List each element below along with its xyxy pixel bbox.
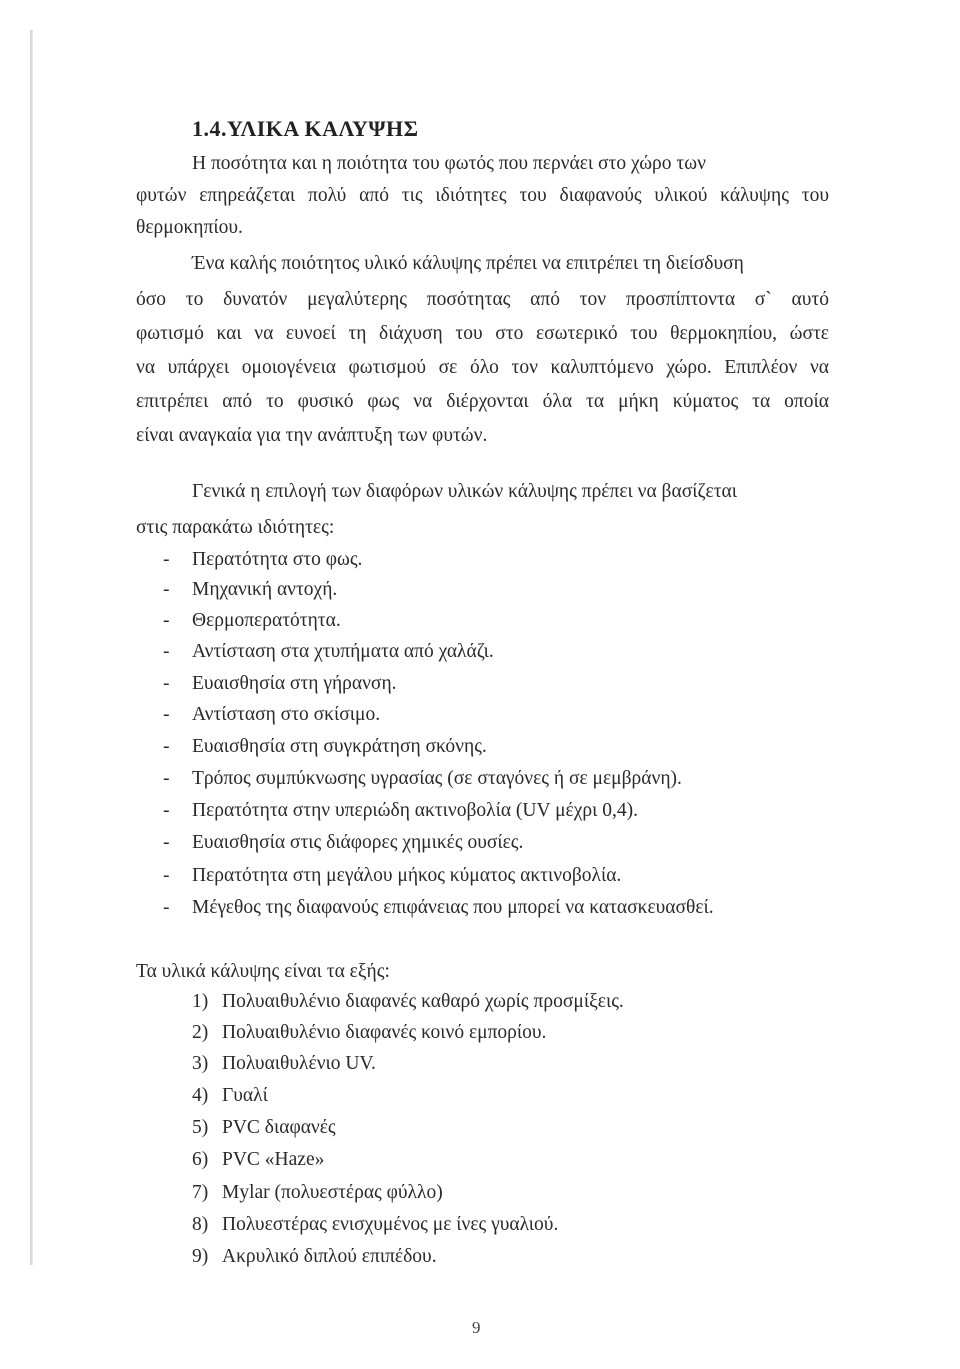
item-number: 5) (192, 1117, 209, 1138)
item-number: 6) (192, 1149, 209, 1170)
bullet-dash: - (163, 641, 170, 662)
item-text: Πολυαιθυλένιο UV. (222, 1053, 376, 1074)
paragraph2-line: φωτισμό και να ευνοεί τη διάχυση του στο εσωτερικό του θερμοκηπίου, ώστε (136, 323, 829, 344)
item-number: 9) (192, 1246, 209, 1267)
list-item-text: Περατότητα στην υπεριώδη ακτινοβολία (UV μέχρι 0,4). (192, 800, 638, 821)
bullet-dash: - (163, 610, 170, 631)
materials-intro: Τα υλικά κάλυψης είναι τα εξής: (136, 961, 390, 982)
paragraph2-line: να υπάρχει ομοιογένεια φωτισμού σε όλο τον καλυπτόμενο χώρο. Επιπλέον να (136, 357, 829, 378)
list-item-text: Ευαισθησία στις διάφορες χημικές ουσίες. (192, 832, 524, 853)
bullet-dash: - (163, 865, 170, 886)
bullet-dash: - (163, 736, 170, 757)
paragraph2-line: όσο το δυνατόν μεγαλύτερης ποσότητας από τον προσπίπτοντα σ` αυτό (136, 289, 829, 310)
item-number: 4) (192, 1085, 209, 1106)
item-number: 2) (192, 1022, 209, 1043)
bullet-dash: - (163, 579, 170, 600)
item-text: PVC διαφανές (222, 1117, 336, 1138)
item-text: PVC «Haze» (222, 1149, 325, 1170)
bullet-dash: - (163, 832, 170, 853)
section-title: 1.4.ΥΛΙΚΑ ΚΑΛΥΨΗΣ (192, 116, 419, 141)
list-item-text: Ευαισθησία στη γήρανση. (192, 673, 397, 694)
item-text: Mylar (πολυεστέρας φύλλο) (222, 1182, 443, 1203)
list-item-text: Ευαισθησία στη συγκράτηση σκόνης. (192, 736, 487, 757)
list-item-text: Περατότητα στο φως. (192, 549, 363, 570)
list-item-text: Περατότητα στη μεγάλου μήκος κύματος ακτινοβολία. (192, 865, 622, 886)
bullet-dash: - (163, 549, 170, 570)
list-item-text: Θερμοπερατότητα. (192, 610, 341, 631)
item-text: Πολυαιθυλένιο διαφανές κοινό εμπορίου. (222, 1022, 547, 1043)
bullet-dash: - (163, 897, 170, 918)
paragraph3-line: Γενικά η επιλογή των διαφόρων υλικών κάλυψης πρέπει να βασίζεται (192, 481, 738, 502)
item-number: 1) (192, 991, 209, 1012)
bullet-dash: - (163, 768, 170, 789)
paragraph2-line: Ένα καλής ποιότητος υλικό κάλυψης πρέπει να επιτρέπει τη διείσδυση (192, 253, 744, 274)
paragraph1-line: φυτών επηρεάζεται πολύ από τις ιδιότητες του διαφανούς υλικού κάλυψης του (136, 185, 829, 206)
paragraph1-line: θερμοκηπίου. (136, 217, 243, 238)
item-number: 8) (192, 1214, 209, 1235)
list-item-text: Μέγεθος της διαφανούς επιφάνειας που μπορεί να κατασκευασθεί. (192, 897, 714, 918)
item-text: Πολυεστέρας ενισχυμένος με ίνες γυαλιού. (222, 1214, 559, 1235)
item-text: Γυαλί (222, 1085, 268, 1106)
bullet-dash: - (163, 800, 170, 821)
item-number: 7) (192, 1182, 209, 1203)
paragraph3-line: στις παρακάτω ιδιότητες: (136, 517, 335, 538)
bullet-dash: - (163, 673, 170, 694)
item-text: Πολυαιθυλένιο διαφανές καθαρό χωρίς προσμίξεις. (222, 991, 624, 1012)
list-item-text: Αντίσταση στα χτυπήματα από χαλάζι. (192, 641, 494, 662)
item-text: Ακρυλικό διπλού επιπέδου. (222, 1246, 437, 1267)
item-number: 3) (192, 1053, 209, 1074)
list-item-text: Μηχανική αντοχή. (192, 579, 338, 600)
list-item-text: Αντίσταση στο σκίσιμο. (192, 704, 381, 725)
scan-edge-shadow (30, 30, 33, 1265)
bullet-dash: - (163, 704, 170, 725)
paragraph2-line: είναι αναγκαία για την ανάπτυξη των φυτών. (136, 425, 488, 446)
paragraph2-line: επιτρέπει από το φυσικό φως να διέρχονται όλα τα μήκη κύματος τα οποία (136, 391, 829, 412)
list-item-text: Τρόπος συμπύκνωσης υγρασίας (σε σταγόνες ή σε μεμβράνη). (192, 768, 682, 789)
paragraph1-line: Η ποσότητα και η ποιότητα του φωτός που περνάει στο χώρο των (192, 153, 706, 174)
page-number: 9 (472, 1318, 481, 1337)
